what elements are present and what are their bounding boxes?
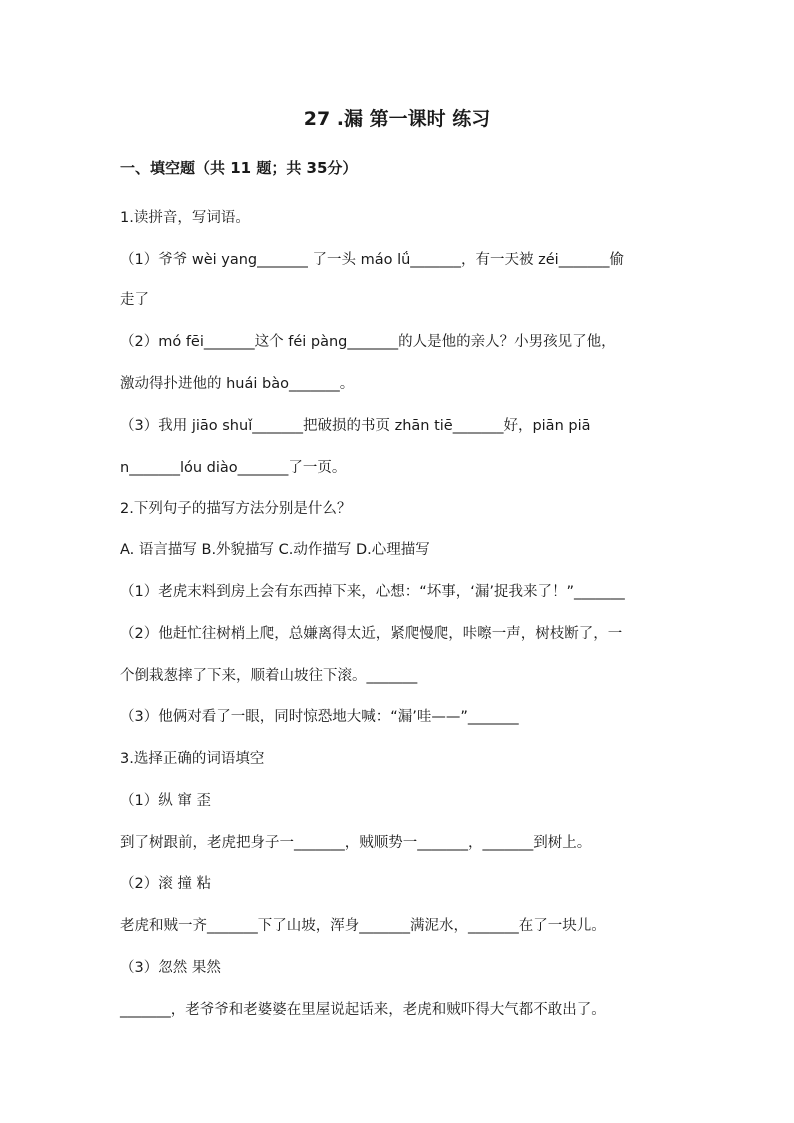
section-heading: 一、填空题（共 11 题；共 35分） [120,159,358,177]
question-3-group-1-words: （1）纵 窜 歪 [120,793,211,809]
question-3-group-2-words: （2）滚 撞 粘 [120,876,211,892]
question-1-item-1-line-1: （1）爷爷 wèi yang_______ 了一头 máo lǘ_______，有一天被 zéi_______偷 [120,252,624,268]
question-1-item-3-line-1: （3）我用 jiāo shuǐ_______把破损的书页 zhān tiē_______好，piān piā [120,418,591,434]
question-1-item-3-line-2: n_______lóu diào_______了一页。 [120,460,347,476]
question-2-item-2-line-2: 个倒栽葱摔了下来，顺着山坡往下滚。_______ [120,668,418,684]
question-2-prompt: 2.下列句子的描写方法分别是什么？ [120,501,352,517]
question-3-group-3-sentence: _______，老爷爷和老婆婆在里屋说起话来，老虎和贼吓得大气都不敢出了。 [120,1002,606,1018]
question-3-group-1-sentence: 到了树跟前，老虎把身子一_______，贼顺势一_______，_______到树上。 [120,835,592,851]
question-2-item-1: （1）老虎末料到房上会有东西掉下来，心想：“坏事，‘漏’捉我来了！”_______ [120,584,625,600]
question-3-group-2-sentence: 老虎和贼一齐_______下了山坡，浑身_______满泥水，_______在了一块儿。 [120,918,606,934]
question-1-item-2-line-1: （2）mó fēi_______这个 féi pàng_______的人是他的亲人？小男孩见了他， [120,334,616,350]
question-2-item-2-line-1: （2）他赶忙往树梢上爬，总嫌离得太近，紧爬慢爬，咔嚓一声，树枝断了，一 [120,626,623,642]
question-1-item-1-line-2: 走了 [120,292,149,308]
question-2-item-3: （3）他俩对看了一眼，同时惊恐地大喊：“漏’哇——”_______ [120,709,519,725]
question-3-group-3-words: （3）忽然 果然 [120,960,221,976]
question-2-options: A. 语言描写 B.外貌描写 C.动作描写 D.心理描写 [120,542,430,558]
question-1-item-2-line-2: 激动得扑进他的 huái bào_______。 [120,376,355,392]
worksheet-title: 27 .漏 第一课时 练习 [303,108,491,130]
question-1-prompt: 1.读拼音，写词语。 [120,210,250,226]
question-3-prompt: 3.选择正确的词语填空 [120,751,265,767]
